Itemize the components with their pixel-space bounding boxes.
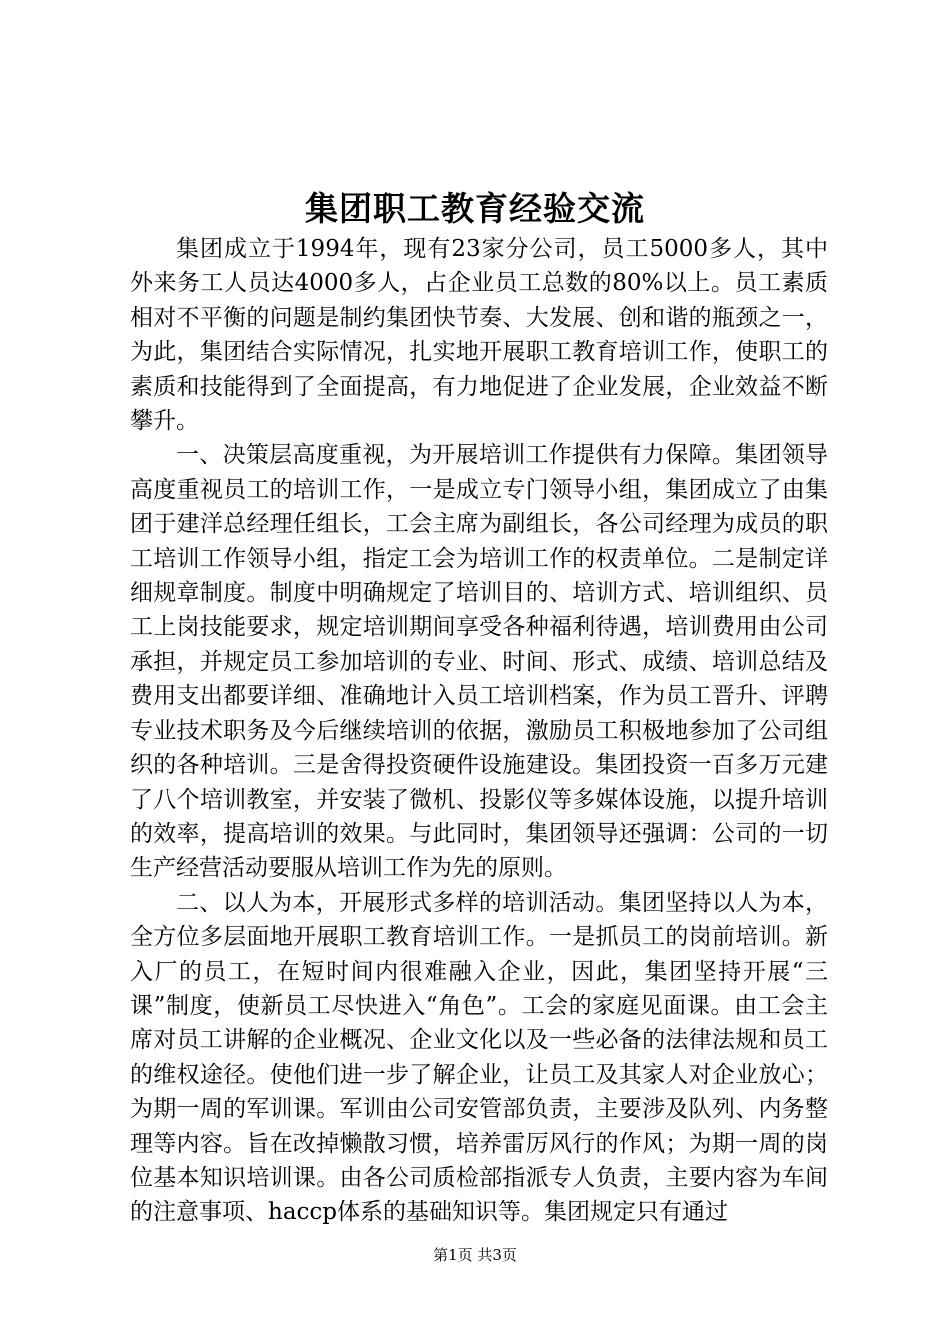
document-body: [130, 232, 828, 1230]
paragraph-intro: 集团成立于1994年，现有23家分公司，员工5000多人，其中外来务工人员达4000多人，占企业员工总数的80%以上。员工素质相对不平衡的问题是制约集团快节奏、大发展、创和谐的瓶颈之一，为此，集团结合实际情况，扎实地开展职工教育培训工作，使职工的素质和技能得到了全面提高，有力地促进了企业发展，企业效益不断攀升。: [130, 236, 828, 435]
document-title: 集团职工教育经验交流: [305, 189, 645, 228]
paragraph-section-two: 二、以人为本，开展形式多样的培训活动。集团坚持以人为本，全方位多层面地开展职工教育培训工作。一是抓员工的岗前培训。新入厂的员工，在短时间内很难融入企业，因此，集团坚持开展“三课”制度，使新员工尽快进入“角色”。工会的家庭见面课。由工会主席对员工讲解的企业概况、企业文化以及一些必备的法律法规和员工的维权途径。使他们进一步了解企业，让员工及其家人对企业放心；为期一周的军训课。军训由公司安管部负责，主要涉及队列、内务整理等内容。旨在改掉懒散习惯，培养雷厉风行的作风；为期一周的岗位基本知识培训课。由各公司质检部指派专人负责，主要内容为车间的注意事项、haccp体系的基础知识等。集团规定只有通过: [130, 889, 828, 1226]
paragraph-section-one: 一、决策层高度重视，为开展培训工作提供有力保障。集团领导高度重视员工的培训工作，一是成立专门领导小组，集团成立了由集团于建洋总经理任组长，工会主席为副组长，各公司经理为成员的职工培训工作领导小组，指定工会为培训工作的权责单位。二是制定详细规章制度。制度中明确规定了培训目的、培训方式、培训组织、员工上岗技能要求，规定培训期间享受各种福利待遇，培训费用由公司承担，并规定员工参加培训的专业、时间、形式、成绩、培训总结及费用支出都要详细、准确地计入员工培训档案，作为员工晋升、评聘专业技术职务及今后继续培训的依据，激励员工积极地参加了公司组织的各种培训。三是舍得投资硬件设施建设。集团投资一百多万元建了八个培训教室，并安装了微机、投影仪等多媒体设施，以提升培训的效率，提高培训的效果。与此同时，集团领导还强调：公司的一切生产经营活动要服从培训工作为先的原则。: [130, 442, 828, 882]
page-number-footer: 第1页 共3页: [433, 1246, 517, 1264]
